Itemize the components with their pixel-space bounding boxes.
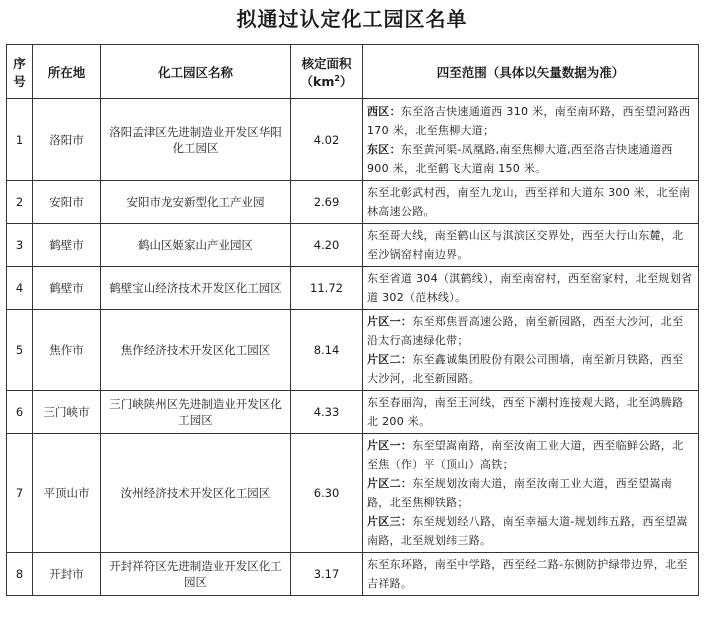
cell-park-name: 汝州经济技术开发区化工园区 — [101, 434, 291, 553]
scope-entry-text: 东至鑫诚集团股份有限公司围墙，南至新月铁路，西至大沙河，北至新园路。 — [367, 353, 684, 385]
cell-park-name: 鹤山区姬家山产业园区 — [101, 224, 291, 267]
scope-entry-text: 东至规划经八路，南至幸福大道-规划纬五路，西至望嵩南路，北至规划纬三路。 — [367, 515, 688, 547]
scope-entry-text: 东至黄河渠-凤凰路,南至焦柳大道,西至洛吉快速通道西 900 米，北至鹤飞大道南 150 米。 — [367, 142, 673, 175]
table-row — [7, 267, 699, 310]
scope-entry-text: 东至省道 304（淇鹤线），南至南窑村，西至窑家村，北至规划省道 302（范林线）。 — [367, 272, 693, 304]
cell-park-name: 三门峡陕州区先进制造业开发区化工园区 — [101, 391, 291, 434]
cell-seq: 1 — [7, 99, 33, 181]
table-row — [7, 553, 699, 596]
cell-park-name: 开封祥符区先进制造业开发区化工园区 — [101, 553, 291, 596]
cell-seq: 3 — [7, 224, 33, 267]
scope-entry-text: 东至北彰武村西，南至九龙山，西至祥和大道东 300 米，北至南林高速公路。 — [367, 186, 691, 218]
scope-entry-label: 东区： — [367, 142, 401, 156]
header-location: 所在地 — [33, 45, 101, 99]
scope-entry-text: 东至春丽沟，南至王河线，西至下潮村连接观大路，北至鸿腾路北 200 米。 — [367, 396, 684, 428]
table-row — [7, 181, 699, 224]
header-area-unit: $(km^2)$ — [300, 73, 353, 89]
cell-seq: 2 — [7, 181, 33, 224]
scope-entry — [367, 312, 694, 350]
cell-area: 4.02 — [291, 99, 363, 181]
cell-area: 2.69 — [291, 181, 363, 224]
cell-area: 4.33 — [291, 391, 363, 434]
cell-scope — [363, 99, 699, 181]
cell-scope — [363, 181, 699, 224]
chemical-park-table — [6, 44, 699, 596]
cell-scope — [363, 391, 699, 434]
scope-entry-text: 东至郑焦晋高速公路，南至新园路，西至大沙河，北至沿太行高速绿化带； — [367, 315, 684, 347]
cell-scope — [363, 434, 699, 553]
page-title: 拟通过认定化工园区名单 — [236, 7, 468, 31]
scope-entry-label: 西区： — [367, 104, 401, 118]
scope-entry — [367, 102, 694, 140]
scope-entry-text: 东至望嵩南路，南至汝南工业大道，西至临鲜公路，北至焦（作）平（顶山）高铁； — [367, 439, 684, 471]
scope-entry-text: 东至洛吉快速通道西 310 米，南至南环路，西至望河路西 170 米，北至焦柳大道； — [367, 104, 691, 137]
cell-scope — [363, 267, 699, 310]
cell-scope — [363, 310, 699, 391]
header-park-name: 化工园区名称 — [101, 45, 291, 99]
scope-entry — [367, 555, 694, 593]
header-row — [7, 45, 699, 99]
scope-entry-text: 东至规划汝南大道，南至汝南工业大道，西至望嵩南路，北至焦柳铁路； — [367, 477, 673, 509]
cell-seq: 4 — [7, 267, 33, 310]
scope-entry-text: 东至哥大线，南至鹤山区与淇滨区交界处，西至大行山东麓，北至沙锅窑村南边界。 — [367, 229, 684, 261]
cell-location: 安阳市 — [33, 181, 101, 224]
cell-location: 洛阳市 — [33, 99, 101, 181]
cell-area: 8.14 — [291, 310, 363, 391]
cell-park-name: 洛阳孟津区先进制造业开发区华阳化工园区 — [101, 99, 291, 181]
header-area — [291, 45, 363, 99]
scope-entry — [367, 436, 694, 474]
cell-area: 3.17 — [291, 553, 363, 596]
cell-location: 鹤壁市 — [33, 267, 101, 310]
cell-area: 6.30 — [291, 434, 363, 553]
scope-entry-label: 片区一： — [367, 315, 413, 328]
scope-entry — [367, 269, 694, 307]
table-row — [7, 99, 699, 181]
header-seq: 序号 — [7, 45, 33, 99]
cell-location: 三门峡市 — [33, 391, 101, 434]
cell-area: 4.20 — [291, 224, 363, 267]
cell-scope — [363, 224, 699, 267]
cell-seq: 7 — [7, 434, 33, 553]
scope-entry-label: 片区一： — [367, 439, 413, 452]
cell-park-name: 鹤壁宝山经济技术开发区化工园区 — [101, 267, 291, 310]
table-row — [7, 224, 699, 267]
cell-location: 平顶山市 — [33, 434, 101, 553]
cell-park-name: 焦作经济技术开发区化工园区 — [101, 310, 291, 391]
scope-entry — [367, 393, 694, 431]
cell-location: 鹤壁市 — [33, 224, 101, 267]
cell-seq: 6 — [7, 391, 33, 434]
scope-entry — [367, 350, 694, 388]
table-row — [7, 434, 699, 553]
scope-entry-label: 片区二： — [367, 353, 413, 366]
scope-entry — [367, 140, 694, 178]
scope-entry-label: 片区二： — [367, 477, 413, 490]
scope-entry — [367, 226, 694, 264]
scope-entry — [367, 474, 694, 512]
scope-entry-text: 东至东环路，南至中学路，西至经二路-东侧防护绿带边界，北至吉祥路。 — [367, 558, 688, 590]
cell-scope — [363, 553, 699, 596]
cell-area: 11.72 — [291, 267, 363, 310]
cell-location: 开封市 — [33, 553, 101, 596]
cell-seq: 5 — [7, 310, 33, 391]
header-scope: 四至范围（具体以矢量数据为准） — [363, 45, 699, 99]
table-row — [7, 391, 699, 434]
table-row — [7, 310, 699, 391]
header-area-label: 核定面积 — [301, 55, 352, 71]
cell-location: 焦作市 — [33, 310, 101, 391]
cell-park-name: 安阳市龙安新型化工产业园 — [101, 181, 291, 224]
scope-entry — [367, 512, 694, 550]
scope-entry — [367, 183, 694, 221]
cell-seq: 8 — [7, 553, 33, 596]
scope-entry-label: 片区三： — [367, 515, 413, 528]
